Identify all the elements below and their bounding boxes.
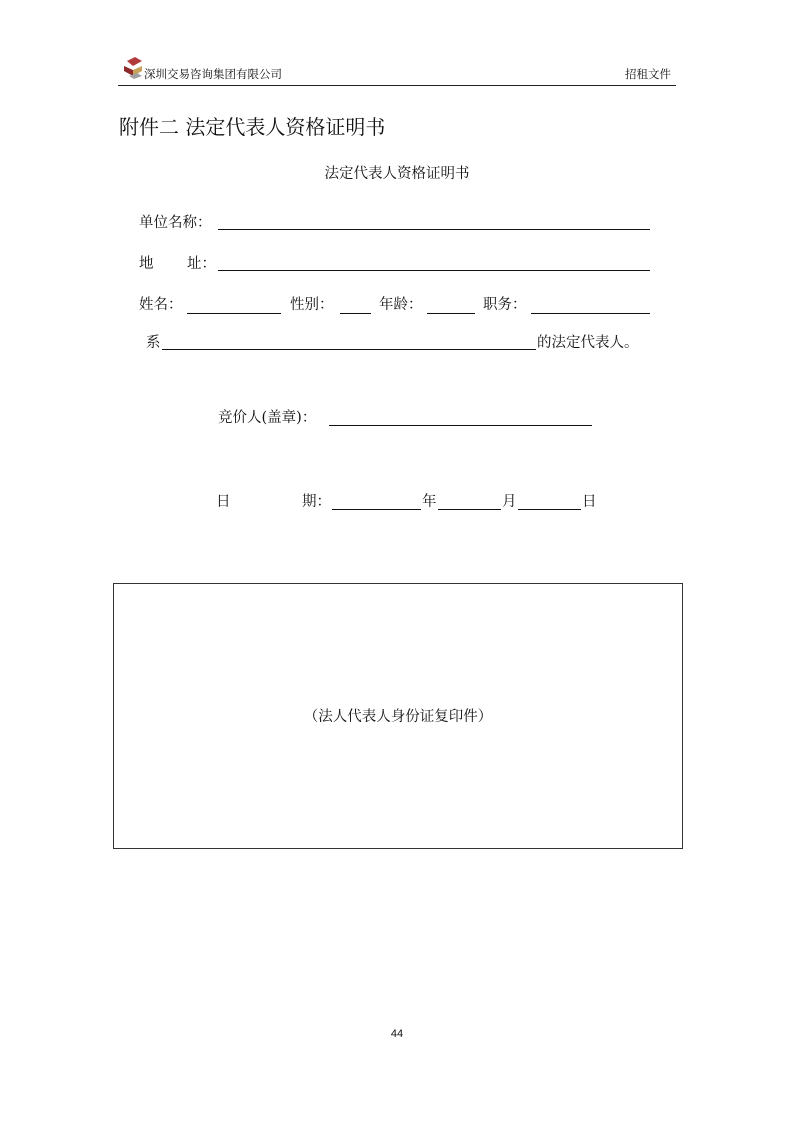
name-label: 姓名： [139, 297, 183, 313]
company-name: 深圳交易咨询集团有限公司 [144, 67, 282, 81]
month-label: 月 [502, 494, 517, 510]
unit-relation-field[interactable] [162, 349, 536, 350]
relation-prefix: 系 [146, 335, 161, 351]
bidder-seal-field[interactable] [329, 425, 592, 426]
document-type: 招租文件 [625, 67, 671, 81]
age-field[interactable] [427, 313, 475, 314]
bidder-seal-label: 竞价人(盖章)： [218, 410, 317, 426]
company-logo-icon [121, 56, 145, 80]
gender-field[interactable] [340, 313, 371, 314]
form-title: 法定代表人资格证明书 [324, 166, 470, 182]
relation-suffix: 的法定代表人。 [537, 335, 639, 351]
unit-name-field[interactable] [218, 229, 650, 230]
page-number: 44 [390, 1028, 404, 1040]
address-label-left: 地 [139, 256, 154, 272]
position-label: 职务： [483, 297, 527, 313]
name-field[interactable] [187, 313, 281, 314]
day-label: 日 [582, 494, 597, 510]
header-divider [118, 85, 676, 86]
date-label-left: 日 [216, 494, 231, 510]
day-field[interactable] [518, 509, 581, 510]
id-copy-caption: （法人代表人身份证复印件） [303, 709, 493, 725]
month-field[interactable] [438, 509, 501, 510]
section-heading: 附件二 法定代表人资格证明书 [119, 115, 386, 139]
gender-label: 性别： [290, 297, 334, 313]
year-label: 年 [422, 494, 437, 510]
position-field[interactable] [531, 313, 650, 314]
year-field[interactable] [332, 509, 421, 510]
address-field[interactable] [218, 270, 650, 271]
unit-name-label: 单位名称： [139, 215, 212, 231]
address-label-right: 址： [187, 256, 216, 272]
date-label-right: 期： [302, 494, 331, 510]
age-label: 年龄： [379, 297, 423, 313]
